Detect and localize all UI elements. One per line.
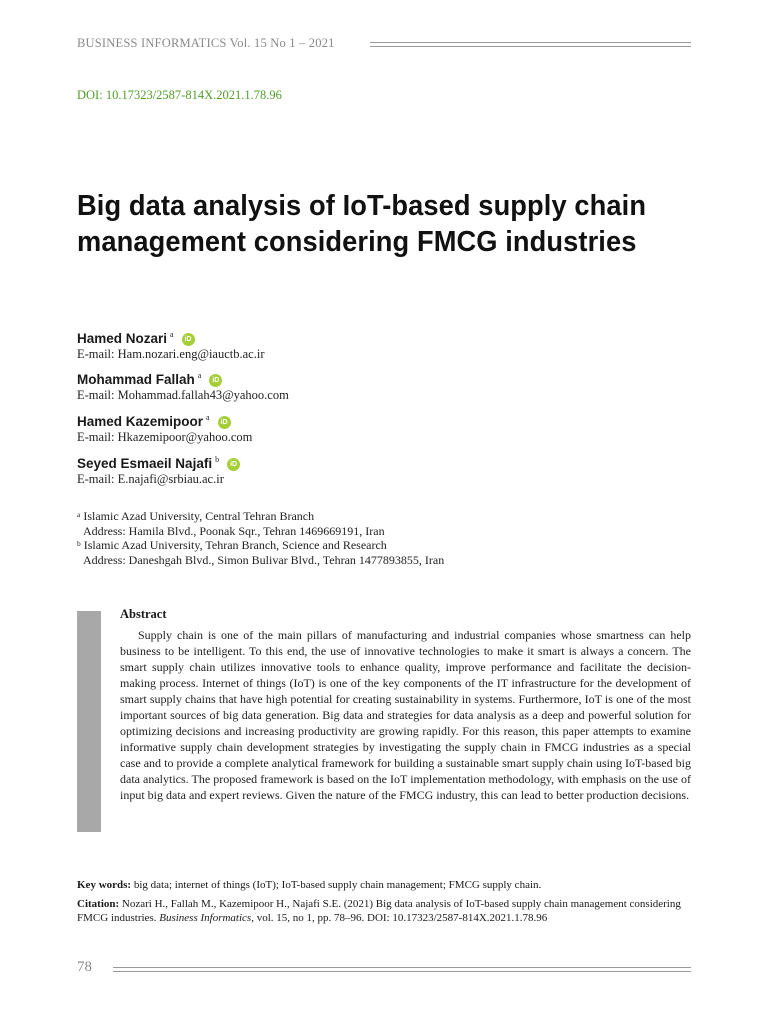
orcid-icon[interactable]: iD bbox=[182, 333, 195, 346]
author-email: E-mail: Mohammad.fallah43@yahoo.com bbox=[77, 388, 289, 402]
abstract-heading: Abstract bbox=[120, 607, 167, 621]
affiliation-name: Islamic Azad University, Central Tehran Branch bbox=[83, 509, 315, 523]
affiliation bbox=[77, 510, 385, 538]
author-block bbox=[77, 372, 577, 403]
author-email: E-mail: Hkazemipoor@yahoo.com bbox=[77, 430, 253, 444]
affiliation-mark: b bbox=[77, 539, 81, 548]
abstract-text: Supply chain is one of the main pillars of manufacturing and industrial companies whose smartness can help business to be intelligent. To this end, the use of innovative technologies to make it smart is always a concern. The smart supply chain utilizes innovative tools to enhance quality, improve performance and facilitate the decision-making process. Internet of things (IoT) is one of the key components of the IT infrastructure for the development of smart supply chains that have high potential for creating sustainability in systems. Furthermore, IoT is one of the most important sources of big data generation. Big data and strategies for data analysis as a deep and powerful solution for optimizing decisions and increasing productivity are growing rapidly. For this reason, this paper attempts to examine informative supply chain development strategies by investigating the supply chain in FMCG industries as a special case and to provide a complete analytical framework for building a sustainable smart supply chain using IoT-based big data analytics. The proposed framework is based on the IoT implementation methodology, with emphasis on the use of input big data and expert reviews. Given the nature of the FMCG industry, this can lead to better production decisions. bbox=[120, 628, 691, 802]
affiliation-mark: b bbox=[215, 455, 220, 464]
citation bbox=[77, 898, 697, 925]
keywords-text: big data; internet of things (IoT); IoT-based supply chain management; FMCG supply chain. bbox=[133, 879, 542, 891]
journal-name: BUSINESS INFORMATICS bbox=[77, 36, 227, 50]
citation-details: , vol. 15, no 1, pp. 78–96. DOI: 10.17323/2587-814X.2021.1.78.96 bbox=[251, 911, 548, 924]
author-email: E-mail: Ham.nozari.eng@iauctb.ac.ir bbox=[77, 347, 265, 361]
keywords bbox=[77, 878, 697, 892]
orcid-icon[interactable]: iD bbox=[209, 374, 222, 387]
abstract-section bbox=[120, 605, 691, 803]
affiliation-mark: a bbox=[170, 330, 174, 339]
author-email: E-mail: E.najafi@srbiau.ac.ir bbox=[77, 472, 224, 486]
doi-link[interactable]: DOI: 10.17323/2587-814X.2021.1.78.96 bbox=[77, 88, 282, 102]
author-name: Hamed Nozari bbox=[77, 331, 168, 346]
author-name: Mohammad Fallah bbox=[77, 372, 195, 387]
affiliation-name: Islamic Azad University, Tehran Branch, Science and Research bbox=[83, 538, 387, 552]
affiliation-address: Address: Daneshgah Blvd., Simon Bulivar Blvd., Tehran 1477893855, Iran bbox=[83, 552, 445, 567]
author-block bbox=[77, 456, 577, 487]
affiliation-mark: a bbox=[77, 510, 81, 519]
affiliation-mark: a bbox=[197, 371, 202, 380]
orcid-icon[interactable]: iD bbox=[218, 416, 231, 429]
running-header bbox=[77, 36, 335, 51]
author-block bbox=[77, 414, 577, 445]
author-name: Seyed Esmaeil Najafi bbox=[77, 456, 213, 471]
keywords-label: Key words: bbox=[77, 879, 132, 891]
affiliation bbox=[77, 539, 444, 567]
author-block bbox=[77, 331, 577, 362]
page-number: 78 bbox=[77, 959, 92, 975]
paper-title: Big data analysis of IoT-based supply chain management considering FMCG industries bbox=[77, 190, 647, 258]
journal-volume: Vol. 15 No 1 – 2021 bbox=[229, 36, 335, 50]
affiliation-mark: a bbox=[206, 413, 210, 422]
citation-journal: Business Informatics bbox=[159, 911, 252, 924]
abstract-side-bar bbox=[77, 611, 101, 832]
citation-label: Citation: bbox=[77, 898, 120, 910]
footer-rule bbox=[113, 967, 691, 972]
header-rule bbox=[370, 42, 691, 47]
orcid-icon[interactable]: iD bbox=[227, 458, 240, 471]
affiliation-address: Address: Hamila Blvd., Poonak Sqr., Tehran 1469669191, Iran bbox=[83, 523, 385, 538]
author-name: Hamed Kazemipoor bbox=[77, 414, 204, 429]
citation-text: Nozari H., Fallah M., Kazemipoor H., Najafi S.E. (2021) Big data analysis of IoT-based supply chain management considering FMCG industries. bbox=[77, 898, 681, 924]
